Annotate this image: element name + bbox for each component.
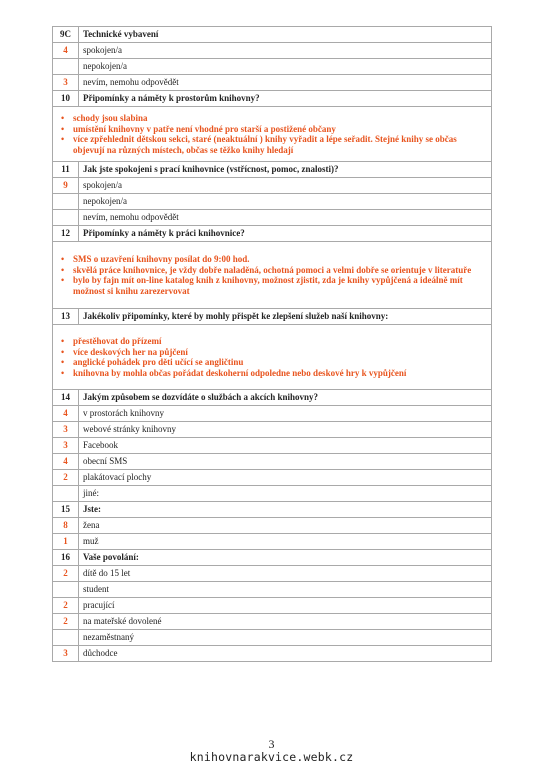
answer-label: spokojen/a <box>79 43 492 59</box>
notes-list <box>57 334 487 380</box>
question-number: 15 <box>53 502 79 518</box>
answer-label: plakátovací plochy <box>79 470 492 486</box>
answer-row <box>53 75 492 91</box>
answer-row <box>53 518 492 534</box>
answer-row <box>53 454 492 470</box>
note-item: • přestěhovat do přízemí <box>73 336 487 347</box>
answer-label: jiné: <box>79 486 492 502</box>
answer-label: nevím, nemohu odpovědět <box>79 210 492 226</box>
note-item: • schody jsou slabina <box>73 113 487 124</box>
answer-row <box>53 630 492 646</box>
question-title: Jakým způsobem se dozvídáte o službách a akcích knihovny? <box>79 390 492 406</box>
answer-count <box>53 59 79 75</box>
answer-label: na mateřské dovolené <box>79 614 492 630</box>
answer-count: 2 <box>53 470 79 486</box>
question-header-9c <box>53 27 492 43</box>
question-title: Vaše povolání: <box>79 550 492 566</box>
answer-count: 3 <box>53 646 79 662</box>
note-item: • SMS o uzavření knihovny posílat do 9:00 hod. <box>73 254 487 265</box>
answer-count: 1 <box>53 534 79 550</box>
note-item: • anglické pohádek pro děti učící se angličtinu <box>73 357 487 368</box>
answer-label: dítě do 15 let <box>79 566 492 582</box>
notes-list <box>57 252 487 298</box>
question-header-10 <box>53 91 492 107</box>
question-number: 9C <box>53 27 79 43</box>
answer-row <box>53 486 492 502</box>
notes-cell <box>53 107 492 162</box>
note-item: • umístění knihovny v patře není vhodné pro starší a postižené občany <box>73 124 487 135</box>
answer-count: 4 <box>53 406 79 422</box>
answer-label: v prostorách knihovny <box>79 406 492 422</box>
question-header-16 <box>53 550 492 566</box>
answer-count <box>53 194 79 210</box>
note-item: • více zpřehlednit dětskou sekci, staré (neaktuální ) knihy vyřadit a lépe seřadit. Stejné knihy se občas objevují na různých místech, občas se těžko knihy hledají <box>73 134 487 155</box>
answer-label: nepokojen/a <box>79 59 492 75</box>
answer-row <box>53 194 492 210</box>
answer-count: 4 <box>53 454 79 470</box>
question-number: 16 <box>53 550 79 566</box>
answer-label: žena <box>79 518 492 534</box>
answer-row <box>53 470 492 486</box>
answer-row <box>53 43 492 59</box>
answer-count: 9 <box>53 178 79 194</box>
answer-row <box>53 178 492 194</box>
answer-count: 2 <box>53 566 79 582</box>
answer-count <box>53 210 79 226</box>
survey-results-table <box>52 26 492 662</box>
question-title: Připomínky a náměty k prostorům knihovny? <box>79 91 492 107</box>
answer-count: 3 <box>53 422 79 438</box>
website-footer: knihovnarakvice.webk.cz <box>189 750 354 764</box>
answer-label: nepokojen/a <box>79 194 492 210</box>
answer-count <box>53 630 79 646</box>
answer-row <box>53 438 492 454</box>
answer-label: Facebook <box>79 438 492 454</box>
answer-row <box>53 614 492 630</box>
question-header-13 <box>53 309 492 325</box>
question-header-11 <box>53 162 492 178</box>
question-header-12 <box>53 226 492 242</box>
question-title: Jste: <box>79 502 492 518</box>
question-header-15 <box>53 502 492 518</box>
answer-row <box>53 210 492 226</box>
answer-row <box>53 598 492 614</box>
answer-count: 2 <box>53 614 79 630</box>
note-item: • více deskových her na půjčení <box>73 347 487 358</box>
question-title: Technické vybavení <box>79 27 492 43</box>
question-title: Připomínky a náměty k práci knihovnice? <box>79 226 492 242</box>
notes-cell <box>53 325 492 390</box>
question-number: 13 <box>53 309 79 325</box>
answer-label: obecní SMS <box>79 454 492 470</box>
answer-count: 3 <box>53 75 79 91</box>
answer-label: důchodce <box>79 646 492 662</box>
question-title: Jak jste spokojeni s prací knihovnice (vstřícnost, pomoc, znalosti)? <box>79 162 492 178</box>
note-item: • skvělá práce knihovnice, je vždy dobře naladěná, ochotná pomoci a velmi dobře se orientuje v literatuře <box>73 265 487 276</box>
question-number: 11 <box>53 162 79 178</box>
answer-label: spokojen/a <box>79 178 492 194</box>
answer-count <box>53 486 79 502</box>
answer-count: 2 <box>53 598 79 614</box>
answer-row <box>53 59 492 75</box>
question-header-14 <box>53 390 492 406</box>
answer-row <box>53 406 492 422</box>
answer-row <box>53 566 492 582</box>
question-number: 10 <box>53 91 79 107</box>
answer-row <box>53 582 492 598</box>
question-number: 14 <box>53 390 79 406</box>
answer-label: nezaměstnaný <box>79 630 492 646</box>
notes-row <box>53 242 492 309</box>
notes-row <box>53 107 492 162</box>
answer-label: student <box>79 582 492 598</box>
answer-label: muž <box>79 534 492 550</box>
notes-list <box>57 111 487 157</box>
question-title: Jakékoliv připomínky, které by mohly přispět ke zlepšení služeb naší knihovny: <box>79 309 492 325</box>
note-item: • bylo by fajn mít on-line katalog knih z knihovny, možnost zjistit, zda je knihy vypůjčená a ideálně mít možnost si knihu zarezervovat <box>73 275 487 296</box>
note-item: • knihovna by mohla občas pořádat deskoherní odpoledne nebo deskové hry k vypůjčení <box>73 368 487 379</box>
answer-row <box>53 534 492 550</box>
question-number: 12 <box>53 226 79 242</box>
page-number: 3 <box>268 737 275 751</box>
answer-label: webové stránky knihovny <box>79 422 492 438</box>
answer-label: nevím, nemohu odpovědět <box>79 75 492 91</box>
answer-count <box>53 582 79 598</box>
answer-row <box>53 646 492 662</box>
answer-count: 3 <box>53 438 79 454</box>
notes-row <box>53 325 492 390</box>
answer-label: pracující <box>79 598 492 614</box>
answer-count: 4 <box>53 43 79 59</box>
notes-cell <box>53 242 492 309</box>
answer-row <box>53 422 492 438</box>
answer-count: 8 <box>53 518 79 534</box>
